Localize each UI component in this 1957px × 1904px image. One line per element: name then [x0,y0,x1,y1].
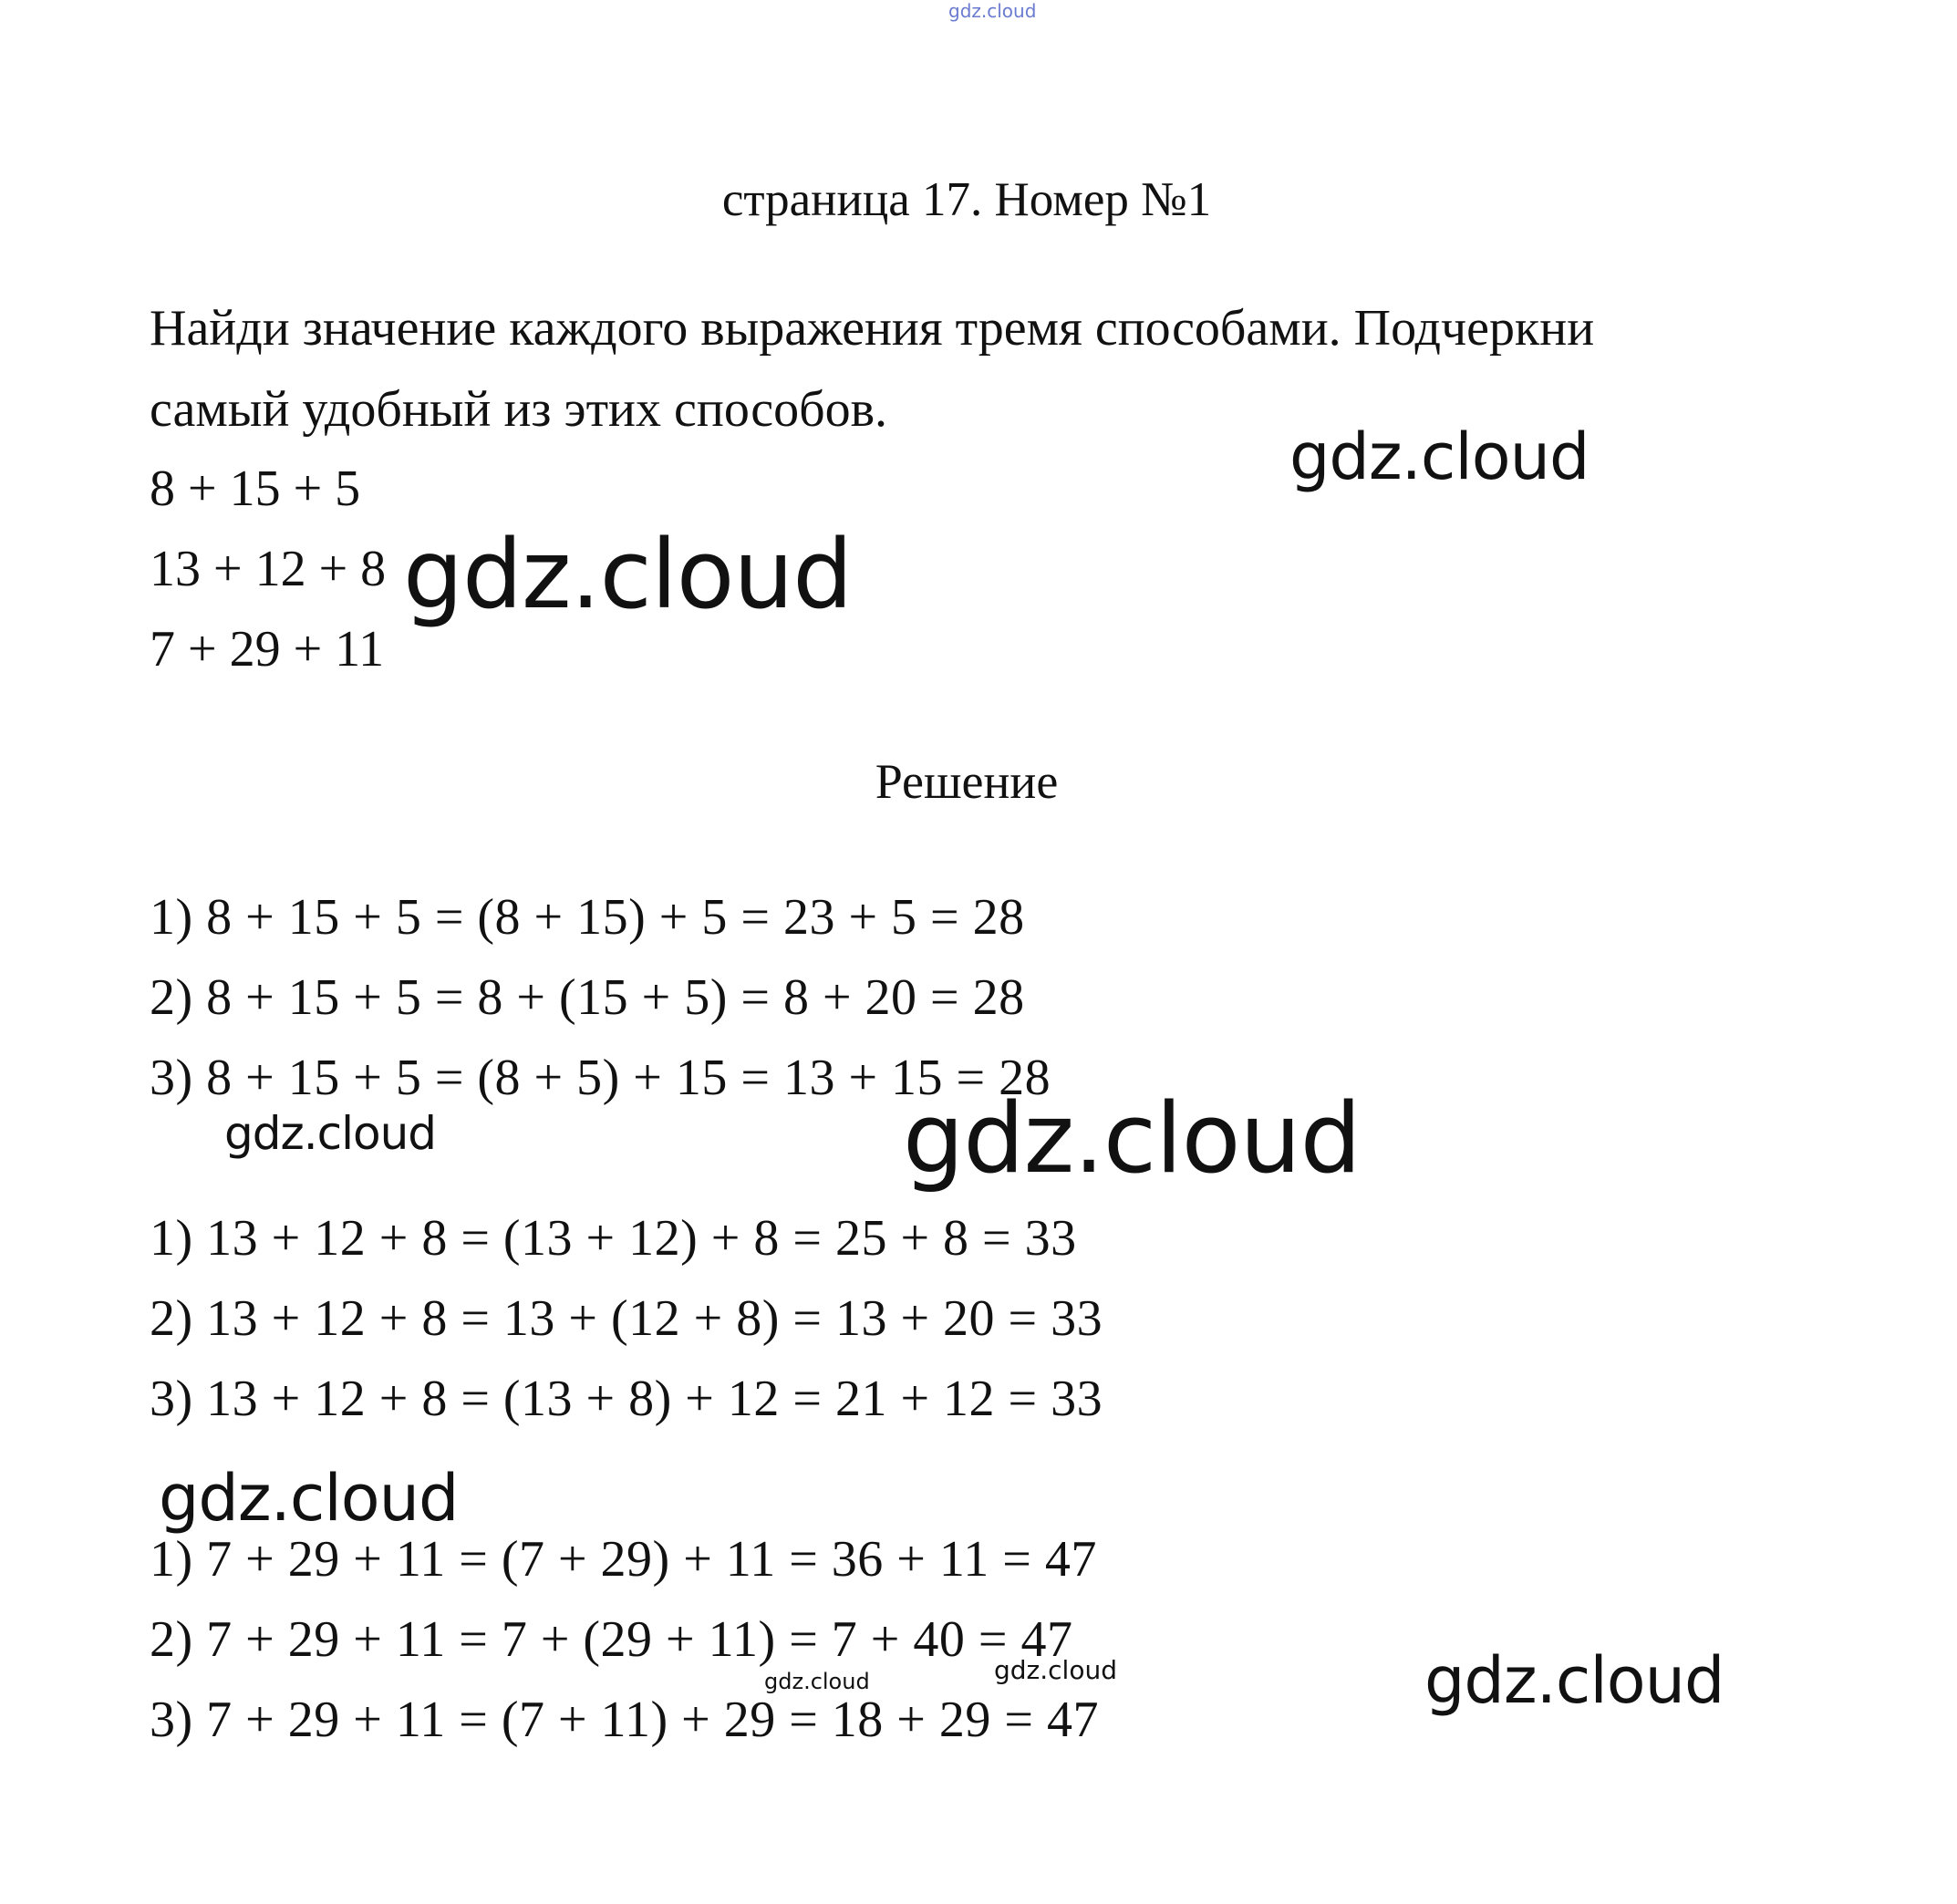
task-text-line-2: самый удобный из этих способов. [150,381,888,438]
expression-2: 13 + 12 + 8 [150,541,387,597]
solution-line: 3) 13 + 12 + 8 = (13 + 8) + 12 = 21 + 12 = 33 [150,1371,1103,1427]
solution-line: 3) 8 + 15 + 5 = (8 + 5) + 15 = 13 + 15 = 28 [150,1050,1051,1106]
task-text-line-1: Найди значение каждого выражения тремя способами. Подчеркни [150,300,1595,357]
expression-3: 7 + 29 + 11 [150,621,385,678]
expression-1: 8 + 15 + 5 [150,460,361,517]
page-title: страница 17. Номер №1 [721,173,1212,226]
watermark: gdz.cloud [994,1655,1117,1685]
watermark: gdz.cloud [764,1669,870,1694]
solution-line: 1) 8 + 15 + 5 = (8 + 15) + 5 = 23 + 5 = 28 [150,889,1025,946]
solution-line: 3) 7 + 29 + 11 = (7 + 11) + 29 = 18 + 29 = 47 [150,1692,1099,1748]
solution-line: 2) 8 + 15 + 5 = 8 + (15 + 5) = 8 + 20 = 28 [150,969,1025,1026]
solution-line: 2) 13 + 12 + 8 = 13 + (12 + 8) = 13 + 20 = 33 [150,1290,1103,1347]
watermark: gdz.cloud [1289,419,1589,494]
solution-line: 1) 13 + 12 + 8 = (13 + 12) + 8 = 25 + 8 = 33 [150,1210,1077,1267]
watermark-top: gdz.cloud [948,0,1037,22]
watermark: gdz.cloud [159,1461,459,1536]
solution-heading: Решение [875,754,1059,809]
watermark: gdz.cloud [903,1082,1361,1195]
solution-line: 1) 7 + 29 + 11 = (7 + 29) + 11 = 36 + 11 = 47 [150,1531,1097,1588]
watermark: gdz.cloud [224,1107,437,1160]
watermark: gdz.cloud [1424,1643,1724,1718]
solution-line: 2) 7 + 29 + 11 = 7 + (29 + 11) = 7 + 40 = 47 [150,1611,1073,1668]
watermark: gdz.cloud [403,519,853,630]
